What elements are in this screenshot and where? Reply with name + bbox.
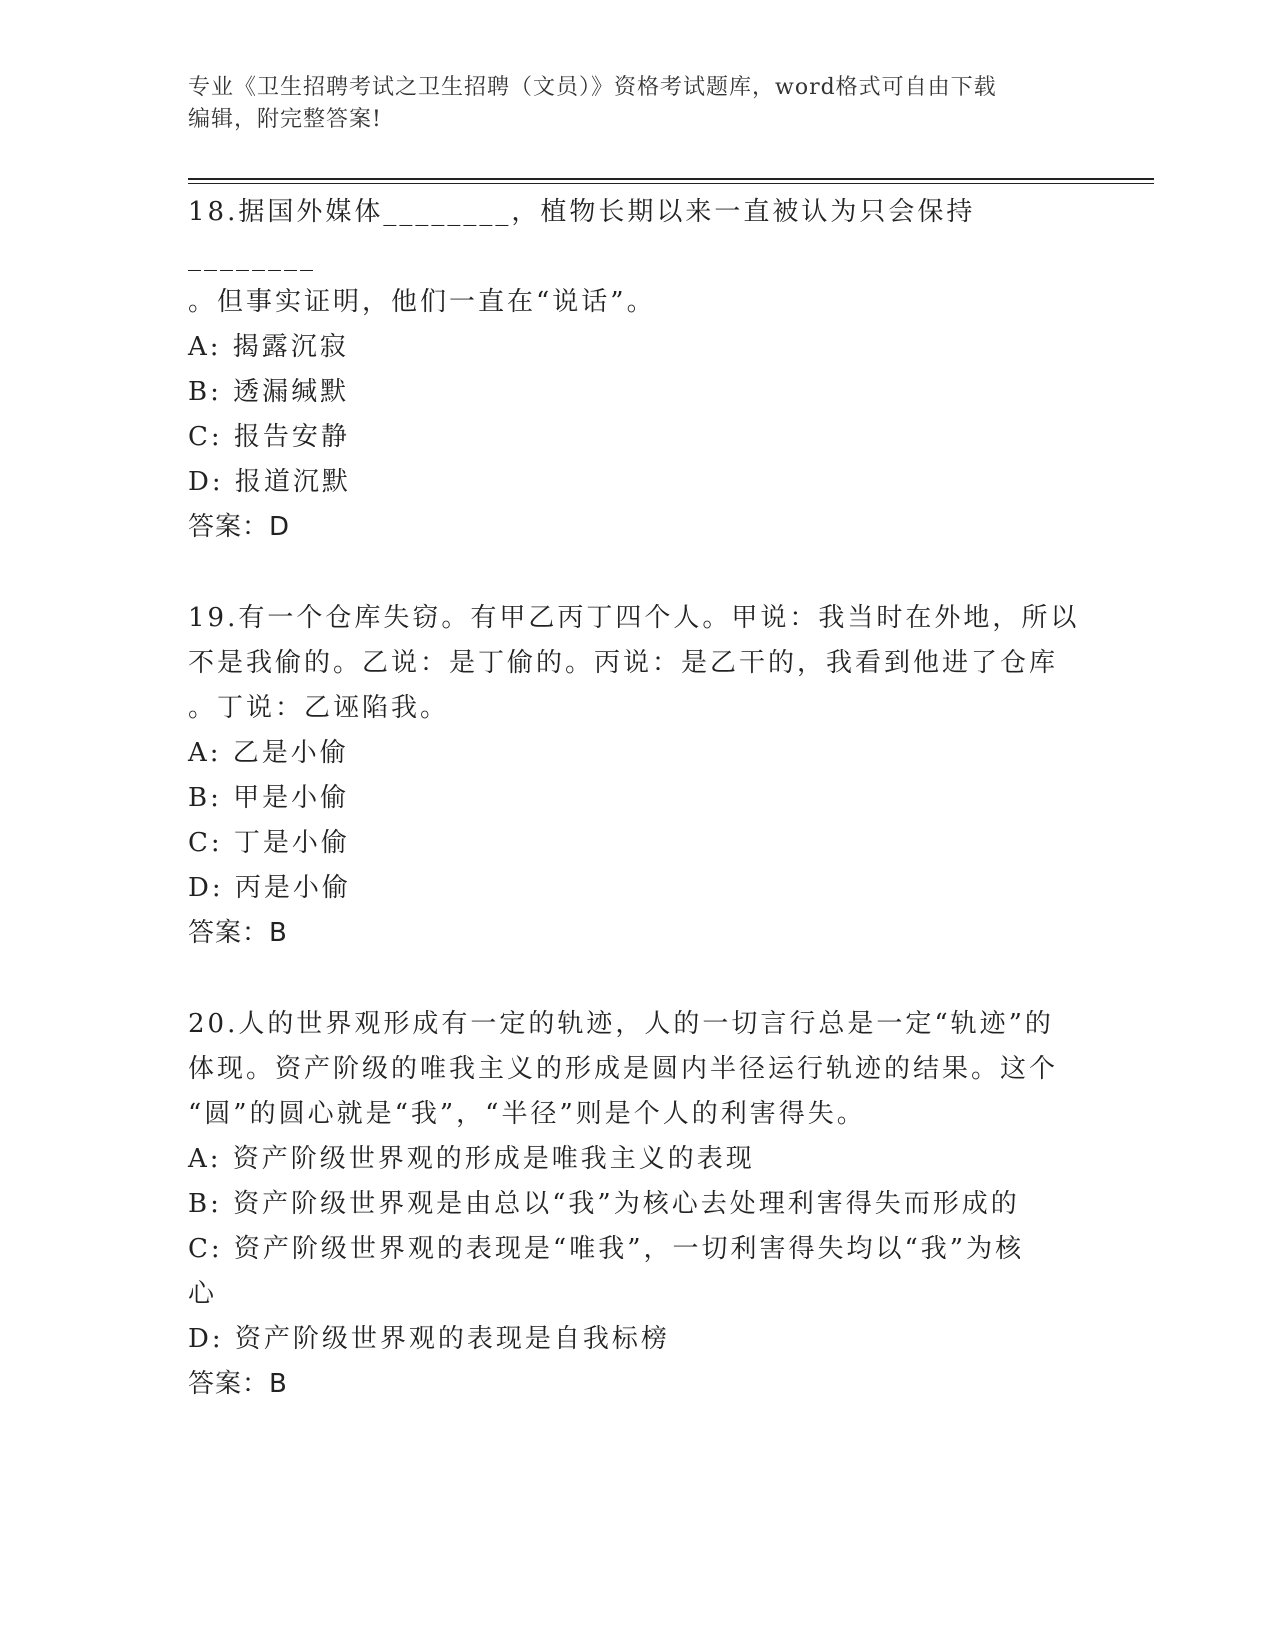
option-list: [188, 325, 1088, 505]
option-d: D: 资产阶级世界观的表现是自我标榜: [188, 1324, 670, 1354]
question-stem: 19.有一个仓库失窃。有甲乙丙丁四个人。甲说：我当时在外地，所以: [188, 603, 1080, 633]
question-stem: 20.人的世界观形成有一定的轨迹，人的一切言行总是一定“轨迹”的: [188, 1009, 1054, 1039]
option-b: B: 资产阶级世界观是由总以“我”为核心去处理利害得失而形成的: [188, 1189, 1020, 1219]
option-c: C: 资产阶级世界观的表现是“唯我”，一切利害得失均以“我”为核: [188, 1234, 1025, 1264]
answer-line: 答案：B: [188, 1369, 288, 1399]
option-c-continued: 心: [188, 1279, 218, 1309]
option-a: A: 乙是小偷: [188, 738, 349, 768]
answer-line: 答案：B: [188, 918, 288, 948]
question-19: [188, 596, 1088, 956]
option-list: [188, 1137, 1088, 1362]
option-a: A: 资产阶级世界观的形成是唯我主义的表现: [188, 1144, 755, 1174]
option-a: A: 揭露沉寂: [188, 332, 349, 362]
question-18: [188, 190, 1088, 550]
option-c: C: 丁是小偷: [188, 828, 350, 858]
question-stem: 18.据国外媒体________，植物长期以来一直被认为只会保持________: [188, 197, 976, 272]
question-stem: 体现。资产阶级的唯我主义的形成是圆内半径运行轨迹的结果。这个: [188, 1054, 1059, 1084]
option-d: D: 丙是小偷: [188, 873, 351, 903]
question-stem: 不是我偷的。乙说：是丁偷的。丙说：是乙干的，我看到他进了仓库: [188, 648, 1059, 678]
answer-line: 答案：D: [188, 512, 291, 542]
option-b: B: 透漏缄默: [188, 377, 350, 407]
option-b: B: 甲是小偷: [188, 783, 350, 813]
document-header: [188, 72, 1068, 136]
question-list: [188, 190, 1088, 1453]
header-divider: [188, 178, 1154, 180]
header-line: 专业《卫生招聘考试之卫生招聘（文员）》资格考试题库，word格式可自由下载: [188, 75, 997, 100]
option-d: D: 报道沉默: [188, 467, 351, 497]
header-line: 编辑，附完整答案!: [188, 107, 382, 132]
question-20: [188, 1002, 1088, 1407]
option-list: [188, 731, 1088, 911]
header-divider-thin: [188, 183, 1154, 184]
question-stem: 。丁说：乙诬陷我。: [188, 693, 450, 723]
question-stem: “圆”的圆心就是“我”，“半径”则是个人的利害得失。: [188, 1099, 866, 1129]
question-stem: 。但事实证明，他们一直在“说话”。: [188, 287, 656, 317]
option-c: C: 报告安静: [188, 422, 350, 452]
